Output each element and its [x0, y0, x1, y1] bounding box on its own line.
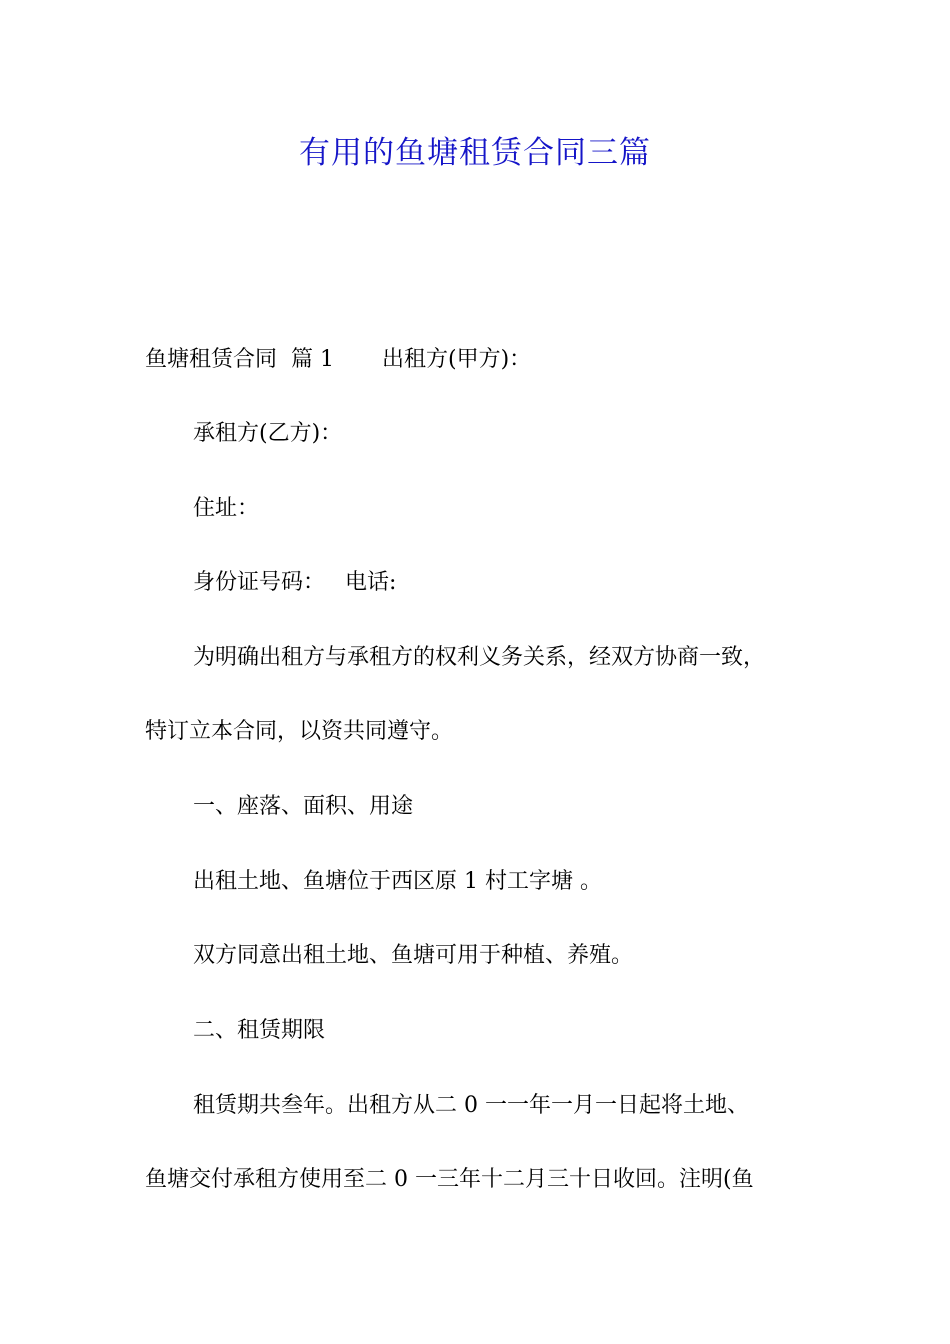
contract-name: 鱼塘租赁合同	[145, 347, 278, 372]
id-phone-line	[0, 567, 950, 599]
purpose-paragraph-line-1: 为明确出租方与承租方的权利义务关系，经双方协商一致，	[193, 645, 766, 670]
phone-label: 电话:	[345, 570, 397, 595]
section-2-line-1: 租赁期共叁年。出租方从二 0 一一年一月一日起将土地、	[193, 1093, 749, 1118]
section-2-heading: 二、租赁期限	[193, 1018, 326, 1043]
section-1-use: 双方同意出租土地、鱼塘可用于种植、养殖。	[193, 943, 634, 968]
section-2-line-2: 鱼塘交付承租方使用至二 0 一三年十二月三十日收回。注明(鱼	[145, 1167, 754, 1192]
contract-heading-line	[0, 344, 950, 376]
document-title: 有用的鱼塘租赁合同三篇	[299, 135, 651, 171]
lessor-label: 出租方(甲方)：	[382, 347, 532, 372]
address-label: 住址：	[193, 496, 260, 521]
lessee-label: 承租方(乙方)：	[193, 421, 343, 446]
contract-part-number: 篇 1	[291, 347, 335, 372]
purpose-paragraph-line-2: 特订立本合同，以资共同遵守。	[145, 719, 454, 744]
id-number-label: 身份证号码：	[193, 570, 326, 595]
section-1-location: 出租土地、鱼塘位于西区原 1 村工字塘 。	[193, 869, 602, 894]
section-1-heading: 一、座落、面积、用途	[193, 794, 414, 819]
